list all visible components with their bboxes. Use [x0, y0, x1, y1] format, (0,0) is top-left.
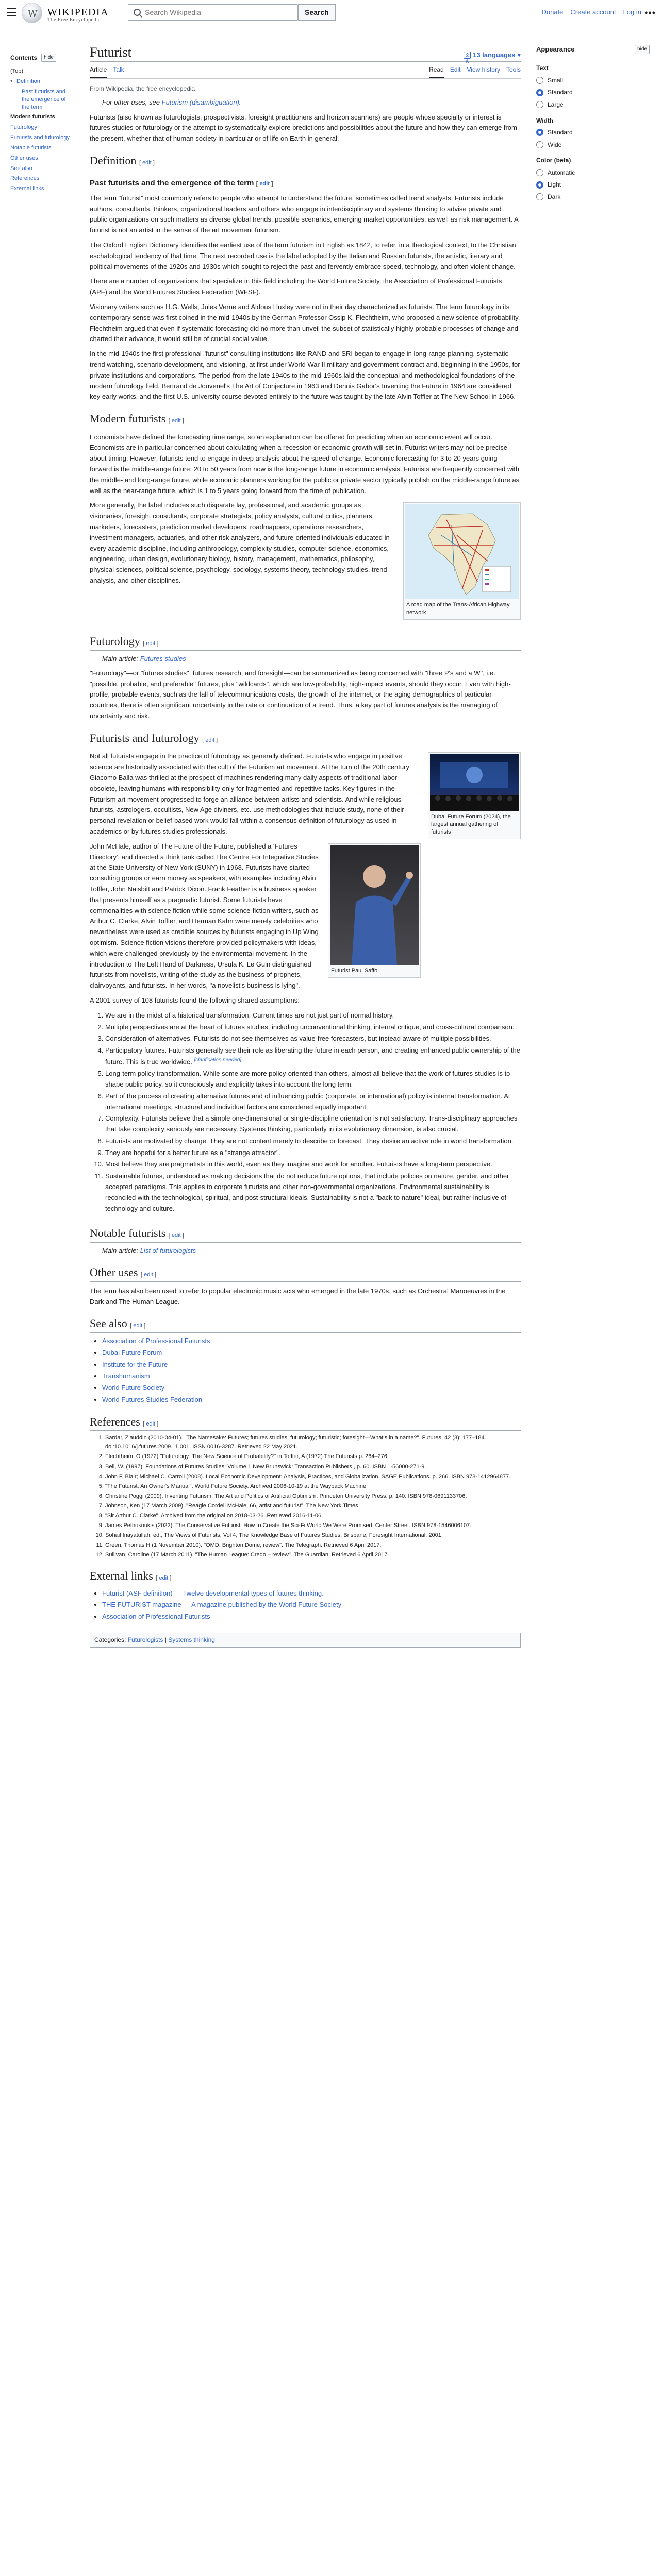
donate-link[interactable]: Donate	[541, 8, 564, 16]
list-item	[102, 1600, 521, 1611]
radio-label: Automatic	[548, 168, 575, 176]
radio-icon	[536, 193, 543, 200]
reference-item: 11. Green, Thomas H (1 November 2010). "OMD, Brighton Dome, review". The Telegraph. Retrieved 6 April 2017.	[105, 1541, 521, 1550]
more-options-icon[interactable]: •••	[644, 8, 656, 18]
toc-item-notable-futurists[interactable]: Notable futurists	[10, 144, 52, 151]
paragraph: Visionary writers such as H.G. Wells, Jules Verne and Aldous Huxley were not in their day characterized as futurists. The term futurology in its contemporary sense was first coined in the mid-1940s by the German Professor Ossip K. Flechtheim, who proposed a new science of probability. Flechtheim argued that even if systematic forecasting did no more than unveil the subset of statistically highly probable processes of change and charted their advance, it would still be of crucial social value.	[90, 302, 520, 343]
section-heading-definition	[90, 154, 521, 170]
hatnote-text: For other uses, see	[102, 98, 160, 107]
list-item	[102, 1371, 521, 1382]
radio-icon	[536, 77, 543, 84]
edit-section: [ edit ]	[139, 159, 155, 166]
chevron-down-icon: ▾	[517, 51, 521, 59]
color-light[interactable]	[536, 180, 650, 190]
list-item	[102, 1348, 521, 1359]
external-link[interactable]: Futurist (ASF definition) — Twelve developmental types of futures thinking.	[102, 1589, 324, 1597]
list-item	[102, 1336, 521, 1347]
map-drawing	[405, 504, 519, 599]
heading-text: See also	[90, 1317, 127, 1330]
main-article-prefix: Main article:	[102, 1247, 139, 1255]
login-link[interactable]: Log in	[623, 8, 641, 16]
list-item: 8. Futurists are motivated by change. They are not content merely to describe or forecast. They desire an active role in world transformation.	[105, 1136, 521, 1147]
toc-item-label: Definition	[16, 78, 40, 85]
toc-item-top[interactable]: (Top)	[10, 68, 24, 75]
width-wide[interactable]	[536, 140, 650, 150]
article	[90, 44, 521, 1648]
hatnote-link[interactable]: Futurism (disambiguation)	[161, 98, 239, 107]
section-heading-futurists-and-futurology	[90, 731, 521, 748]
heading-text: Futurology	[90, 635, 140, 648]
tab-view-history[interactable]: View history	[467, 66, 500, 74]
figure-caption: Dubai Future Forum (2024), the largest annual gathering of futurists	[431, 814, 511, 836]
appearance-header	[536, 44, 650, 57]
reference-item: 4. John F. Blair; Michael C. Carroll (2008). Local Economic Development: Analysis, Practices, and Globalization. SAGE Publications. p. 266. ISBN 978-1412964877.	[105, 1472, 521, 1481]
search-box[interactable]	[128, 4, 298, 21]
reference-item: 2. Flechtheim, O (1972) "Futurology: The New Science of Probability?" in Toffler, A (1972) The Futurists p. 264–276	[105, 1452, 521, 1461]
paragraph: "Futurology"—or "futures studies", futures research, and foresight—can be summarized as being concerned with "three P's and a W", i.e. "possible, probable, and preferable" futures, plus "wildcards", which are low-probability, high-impact events, should they occur. Even with high-profile, probable events, such as the fall of telecommunications costs, the growth of the internet, or the aging demographics of particular countries, there is often significant uncertainty in the rate or continuation of a trend. Thus, a key part of futures analysis is the managing of uncertainty and risk.	[90, 669, 511, 720]
languages-label: 13 languages	[473, 51, 516, 59]
reference-item: 8. "Sir Arthur C. Clarke". Archived from the original on 2018-03-26. Retrieved 2016-11-06.	[105, 1512, 521, 1520]
list-item	[105, 1045, 521, 1067]
toc-item-modern-futurists[interactable]: Modern futurists	[10, 114, 55, 121]
figure-dubai-future-forum	[428, 752, 521, 839]
figure-trans-african-map	[403, 502, 521, 620]
hatnote: For other uses, see Futurism (disambiguation).	[102, 98, 241, 107]
category-links: Categories: Futurologists | Systems thinking	[90, 1633, 521, 1648]
section-heading-other-uses	[90, 1265, 521, 1282]
list-item: 2. Multiple perspectives are at the heart of futures studies, including unconventional thinking, internal critique, and cross-cultural comparison.	[105, 1022, 521, 1033]
list-item: 5. Long-term policy transformation. While some are more policy-oriented than others, almost all believe that the work of futures studies is to shape public policy, so it consciously and explicitly takes into account the long term.	[105, 1069, 521, 1090]
paragraph: The term has also been used to refer to popular electronic music acts who emerged in the late 1970s, such as Orchestral Manoeuvres in the Dark and The Human League.	[90, 1286, 506, 1306]
radio-label: Wide	[548, 141, 562, 148]
list-item	[102, 1360, 521, 1370]
heading-text: Modern futurists	[90, 412, 166, 426]
external-link[interactable]: Association of Professional Futurists	[102, 1613, 210, 1621]
main-article-link[interactable]: List of futurologists	[140, 1247, 196, 1255]
heading-text: External links	[90, 1569, 153, 1582]
dubai-forum-image[interactable]	[430, 754, 519, 811]
radio-label: Standard	[548, 129, 573, 137]
page-tabs	[90, 64, 521, 79]
paragraph: Economists have defined the forecasting time range, so an explanation can be offered for predicting when an economic event will occur. Economists are in particular concerned about calculating when a recession or economic growth will set in. Futurist writers may not be precise about timing. However, futurists tend to engage in deep analysis about the speed of change. Economic forecasting for 3 to 20 years going forward is the middle-range future; 20 to 50 years from now is the long-range future in economic analysis. Futurists are frequently concerned with the middle- and long-range future, while economic planners working for the public or private sector typically publish on the middle-range future as well as the near-range future, which is 1 to 5 years going forward from the time of publication.	[90, 433, 520, 495]
radio-label: Standard	[548, 89, 573, 96]
radio-label: Small	[548, 76, 564, 84]
section-heading-references	[90, 1415, 521, 1431]
paragraph: More generally, the label includes such disparate lay, professional, and academic groups as visionaries, foresight consultants, corporate strategists, policy analysts, cultural critics, planners, marketers, forecasters, prediction market developers, roadmappers, operations researchers, investment managers, actuaries, and other risk analyzers, and future-oriented individuals educated in every academic discipline, including anthropology, complexity studies, computer science, economics, engineering, urban design, evolutionary biology, history, management, mathematics, philosophy, physical sciences, political science, psychology, sociology, systems theory, technology studies, trend analysis, and other disciplines.	[90, 501, 390, 585]
languages-button[interactable]	[464, 50, 521, 64]
category-link[interactable]: Futurologists	[127, 1636, 163, 1643]
title-row	[90, 44, 521, 62]
reference-item: 3. Bell, W. (1997). Foundations of Futures Studies: Volume 1 New Brunswick: Transaction Publishers., p. 60. ISBN 1-56000-271-9.	[105, 1463, 521, 1471]
list-item: 7. Complexity. Futurists believe that a simple one-dimensional or single-discipline orientation is not satisfactory. Trans-disciplinary approaches that take complexity seriously are necessary. Systems thinking, particularly in its evolutionary dimension, is also crucial.	[105, 1113, 521, 1135]
appearance-hide-button[interactable]: hide	[635, 45, 650, 54]
radio-selected-icon	[536, 181, 543, 189]
references-list	[105, 1434, 521, 1560]
radio-label: Light	[548, 181, 561, 189]
toc-item-futurology[interactable]: Futurology	[10, 124, 37, 131]
radio-label: Dark	[548, 193, 561, 201]
edit-link[interactable]: edit	[205, 737, 215, 743]
tab-talk[interactable]: Talk	[113, 66, 124, 74]
toc-item-see-also[interactable]: See also	[10, 165, 32, 172]
list-item	[102, 1588, 521, 1599]
external-link[interactable]: THE FUTURIST magazine — A magazine published by the World Future Society	[102, 1601, 342, 1609]
edit-section: [ edit ]	[168, 418, 184, 425]
radio-icon	[536, 141, 543, 148]
search-input[interactable]	[145, 8, 269, 16]
reference-item: 7. Johnson, Ken (17 March 2009). "Reagle Cordell McHale, 66, artist and futurist". The New York Times	[105, 1502, 521, 1511]
figure-caption: A road map of the Trans-African Highway network	[406, 602, 510, 616]
text-size-group	[536, 63, 650, 109]
figure-caption: Futurist Paul Saffo	[331, 967, 378, 974]
color-group	[536, 156, 650, 201]
edit-section: [ edit ]	[156, 1574, 172, 1581]
appearance-panel	[536, 44, 650, 205]
radio-selected-icon	[536, 89, 543, 96]
wordmark[interactable]: WIKIPEDIA	[47, 7, 109, 18]
list-item: 10. Most believe they are pragmatists in this world, even as they imagine and work for another. Futurists have a long-term perspective.	[105, 1159, 521, 1170]
section-heading-notable-futurists	[90, 1226, 521, 1243]
paragraph: The term "futurist" most commonly refers to people who attempt to understand the future, sometimes called trend analysts. Futurists include authors, consultants, thinkers, organizational leaders and others who engage in interdisciplinary and systems thinking to advise private and public organizations on such matters as diverse global trends, possible scenarios, emerging market opportunities, as well as risk management. A futurist is not an artist in the sense of the art movement futurism.	[90, 194, 518, 234]
radio-icon	[536, 101, 543, 108]
tab-edit[interactable]: Edit	[450, 66, 461, 74]
translate-icon: 文A	[464, 52, 471, 59]
categories-label: Categories:	[94, 1636, 126, 1643]
wikipedia-logo[interactable]	[22, 3, 42, 23]
forum-drawing	[430, 754, 519, 811]
toc-item-references[interactable]: References	[10, 175, 40, 182]
edit-section: [ edit ]	[202, 737, 218, 743]
site-sub: From Wikipedia, the free encyclopedia	[90, 84, 195, 92]
appearance-title: Appearance	[536, 45, 575, 53]
chevron-down-icon[interactable]: ▾	[10, 78, 13, 84]
subsection-heading-past-futurists	[90, 177, 521, 189]
paragraph: A 2001 survey of 108 futurists found the following shared assumptions:	[90, 996, 300, 1004]
figure-paul-saffo	[328, 843, 421, 978]
text-size-standard[interactable]	[536, 88, 650, 97]
reference-item: 5. "The Futurist: An Owner's Manual". World Future Society. Archived 2006-10-19 at the Wayback Machine	[105, 1482, 521, 1491]
color-dark[interactable]	[536, 192, 650, 202]
edit-section: [ edit ]	[130, 1323, 146, 1329]
page-title: Futurist	[90, 45, 131, 60]
site-header	[0, 0, 662, 26]
edit-link[interactable]: edit	[146, 1420, 156, 1427]
color-label: Color (beta)	[536, 157, 571, 164]
edit-link[interactable]: edit	[133, 1323, 143, 1329]
toc-item-external-links[interactable]: External links	[10, 185, 44, 192]
portrait-drawing	[330, 845, 419, 965]
main-article-note	[90, 1246, 521, 1256]
paragraph: John McHale, author of The Future of the Future, published a 'Futures Directory', and directed a think tank called The Centre For Integrative Studies at the State University of New York (SUNY) in 1968. Futurists have started consulting groups or earn money as speakers, with examples including Alvin Toffler, John Naisbitt and Patrick Dixon. Frank Feather is a business speaker that presents himself as a pragmatic futurist. Some futurists have commonalities with science fiction while some science-fiction writers, such as Arthur C. Clarke, Alvin Toffler, and Herman Kahn were merely celebrities who nevertheless were used as credible sources by futurists engaging in Up Wing optimism. Science fiction visions therefore provided policymakers with ideas, which were challenged previously by the environmental movement. In the introduction to The Left Hand of Darkness, Ursula K. Le Guin distinguished futurists from novelists, writing of the study as the business of prophets, clairvoyants, and futurists. In her words, "a novelist's business is lying".	[90, 842, 319, 990]
toc-hide-button[interactable]: hide	[41, 54, 56, 62]
see-also-link[interactable]: Association of Professional Futurists	[102, 1336, 210, 1345]
main-menu-icon[interactable]	[7, 8, 16, 16]
create-account-link[interactable]: Create account	[570, 8, 616, 16]
radio-label: Large	[548, 100, 564, 108]
see-also-link[interactable]: World Futures Studies Federation	[102, 1395, 203, 1403]
edit-link[interactable]: edit	[159, 1574, 169, 1581]
heading-text: Futurists and futurology	[90, 731, 200, 744]
heading-text: Other uses	[90, 1266, 138, 1279]
table-of-contents	[10, 54, 72, 195]
edit-section: [ edit ]	[143, 640, 159, 647]
list-item: 6. Part of the process of creating alternative futures and of influencing public (corporate, or international) policy is internal transformation. At international meetings, structural and individual factors are considered equally important.	[105, 1091, 521, 1113]
reference-item: 1. Sardar, Ziauddin (2010-04-01). "The Namesake: Futures; futures studies; futurology; futuristic; foresight—What's in a name?". Futures. 42 (3): 177–184. doi:10.1016/j.futures.2009.11.001. ISSN 0016-3287. Retrieved 22 May 2021.	[105, 1434, 521, 1451]
tab-article[interactable]: Article	[90, 64, 107, 78]
paragraph: There are a number of organizations that specialize in this field including the World Future Society, the Association of Professional Futurists (APF) and the World Futures Studies Federation (WFSF).	[90, 277, 502, 296]
toc-item-other-uses[interactable]: Other uses	[10, 155, 38, 161]
tab-read[interactable]: Read	[429, 64, 444, 78]
reference-item: 12. Sullivan, Caroline (17 March 2011). "The Human League: Credo – review". The Guardian. Retrieved 6 April 2017.	[105, 1551, 521, 1560]
see-also-link[interactable]: Institute for the Future	[102, 1360, 168, 1368]
see-also-link[interactable]: World Future Society	[102, 1384, 165, 1392]
toc-item-past-futurists[interactable]: Past futurists and the emergence of the term	[22, 88, 66, 110]
intro-paragraph: Futurists (also known as futurologists, prospectivists, foresight practitioners and horizon scanners) are people whose specialty or interest is futures studies or futurology or the attempt to systematically explore predictions and possibilities about the future and how they can emerge from the present, whether that of human society in particular or of life on Earth in general.	[90, 113, 517, 143]
list-item: 9. They are hopeful for a better future as a "strange attractor".	[105, 1148, 521, 1159]
section-heading-external-links	[90, 1569, 521, 1585]
color-automatic[interactable]	[536, 168, 650, 178]
radio-selected-icon	[536, 129, 543, 136]
list-item: 3. Consideration of alternatives. Futurists do not see themselves as value-free forecasters, but instead aware of multiple possibilities.	[105, 1033, 521, 1044]
search-icon	[134, 9, 141, 16]
paul-saffo-image[interactable]	[330, 845, 419, 965]
edit-link[interactable]: edit	[171, 418, 181, 425]
edit-link[interactable]: edit	[142, 159, 152, 166]
width-standard[interactable]	[536, 128, 650, 138]
heading-text: Notable futurists	[90, 1227, 166, 1240]
section-heading-see-also	[90, 1316, 521, 1333]
toc-item-definition[interactable]	[10, 78, 72, 86]
list-item	[102, 1612, 521, 1622]
reference-item: 10. Sohail Inayatullah, ed., The Views of Futurists, Vol 4, The Knowledge Base of Futures Studies. Brisbane, Foresight International, 2001.	[105, 1531, 521, 1540]
main-article-note	[90, 654, 521, 664]
clarification-text: clarification needed	[195, 1057, 240, 1063]
section-heading-modern-futurists	[90, 412, 521, 428]
text-size-label: Text	[536, 64, 549, 72]
see-also-link[interactable]: Transhumanism	[102, 1372, 150, 1380]
tagline: The Free Encyclopedia	[47, 17, 101, 23]
tab-tools[interactable]: Tools	[506, 66, 521, 74]
paragraph: In the mid-1940s the first professional "futurist" consulting institutions like RAND and SRI began to engage in long-range planning, systematic trend watching, scenario development, and visioning, at first under World War II military and government contract and, beginning in the 1950s, for private institutions and corporations. The period from the late 1940s to the mid-1960s laid the conceptual and methodological foundations of the modern futurology field. Bertrand de Jouvenel's The Art of Conjecture in 1963 and Dennis Gabor's Inventing the Future in 1964 are considered key early works, and the first U.S. university course devoted entirely to the future was taught by the late Alvin Toffler at The New School in 1966.	[90, 350, 520, 401]
list-item: 1. We are in the midst of a historical transformation. Current times are not just part of normal history.	[105, 1010, 521, 1021]
category-link[interactable]: Systems thinking	[168, 1636, 215, 1643]
text-size-small[interactable]	[536, 76, 650, 86]
edit-section: [ edit ]	[256, 180, 273, 187]
edit-link[interactable]: edit	[259, 180, 270, 187]
toc-title: Contents	[10, 54, 37, 61]
heading-text: References	[90, 1415, 140, 1428]
heading-text: Definition	[90, 154, 137, 167]
edit-link[interactable]: edit	[171, 1232, 181, 1239]
africa-road-map-image[interactable]	[405, 504, 519, 599]
width-group	[536, 116, 650, 150]
clarification-needed[interactable]: [clarification needed]	[194, 1057, 242, 1063]
main-article-link[interactable]: Futures studies	[140, 654, 186, 663]
edit-section: [ edit ]	[168, 1232, 184, 1239]
heading-text: Past futurists and the emergence of the term	[90, 178, 254, 188]
list-item	[102, 1395, 521, 1405]
external-links-list	[102, 1588, 521, 1622]
list-item	[102, 1383, 521, 1394]
see-also-list	[102, 1336, 521, 1405]
paragraph: Not all futurists engage in the practice of futurology as generally defined. Futurists who engage in positive science are historically associated with the cult of the Futurism art movement. At the turn of the 20th century Giacomo Balla was thrilled at the prospect of machines rendering many daily aspects of traditional labor obsolete, leaving humans with responsibility only for fragmented and repetitive tasks. Key figures in the Futurism art movement progressed to forge an alliance between artists and scientists. And while religious futurists, astrologers, occultists, New Age diviners, etc. use methodologies that include study, none of their personal revelation or belief-based work would fall within a consensus definition of futurology as used in academics or by futures studies professionals.	[90, 752, 409, 836]
see-also-link[interactable]: Dubai Future Forum	[102, 1348, 162, 1357]
edit-section: [ edit ]	[140, 1272, 156, 1278]
edit-link[interactable]: edit	[144, 1272, 153, 1278]
main-article-prefix: Main article:	[102, 654, 139, 663]
edit-link[interactable]: edit	[146, 640, 156, 647]
toc-item-futurists-and-futurology[interactable]: Futurists and futurology	[10, 134, 70, 141]
list-item: 11. Sustainable futures, understood as making decisions that do not reduce future options, that include policies on nature, gender, and other accepted paradigms. This applies to corporate futurists and other non-governmental organizations. Environmental sustainability is reconciled with the technological, spiritual, and post-structural ideals. Sustainability is not a "back to nature" ideal, but rather inclusive of technology and culture.	[105, 1171, 521, 1214]
personal-tools	[541, 7, 641, 18]
search-button[interactable]: Search	[298, 4, 336, 21]
radio-icon	[536, 169, 543, 176]
edit-section: [ edit ]	[143, 1420, 159, 1427]
reference-item: 9. James Pethokoukis (2022). The Conservative Futurist: How to Create the Sci-Fi World We Were Promised. Center Street. ISBN 978-1546006107.	[105, 1521, 521, 1530]
paragraph: The Oxford English Dictionary identifies the earliest use of the term futurism in English as 1842, to refer, in a theological context, to the Christian eschatological tendency of that time. The next recorded use is the label adopted by the Italian and Russian futurists, the artistic, literary and political movements of the 1920s and 1930s which sought to reject the past and fervently embrace speed, technology, and often violent change.	[90, 241, 516, 270]
width-label: Width	[536, 116, 554, 124]
section-heading-futurology	[90, 634, 521, 651]
text-size-large[interactable]	[536, 100, 650, 110]
reference-item: 6. Christine Poggi (2009). Inventing Futurism: The Art and Politics of Artificial Optimism. Princeton University Press. p. 140. ISBN 978-0691133706.	[105, 1492, 521, 1501]
assumptions-list	[105, 1010, 521, 1214]
toc-header	[10, 54, 72, 64]
list-item-text: Participatory futures. Futurists generally see their role as liberating the future in each person, and creating enhanced public ownership of the future. This is true worldwide.	[105, 1046, 521, 1066]
